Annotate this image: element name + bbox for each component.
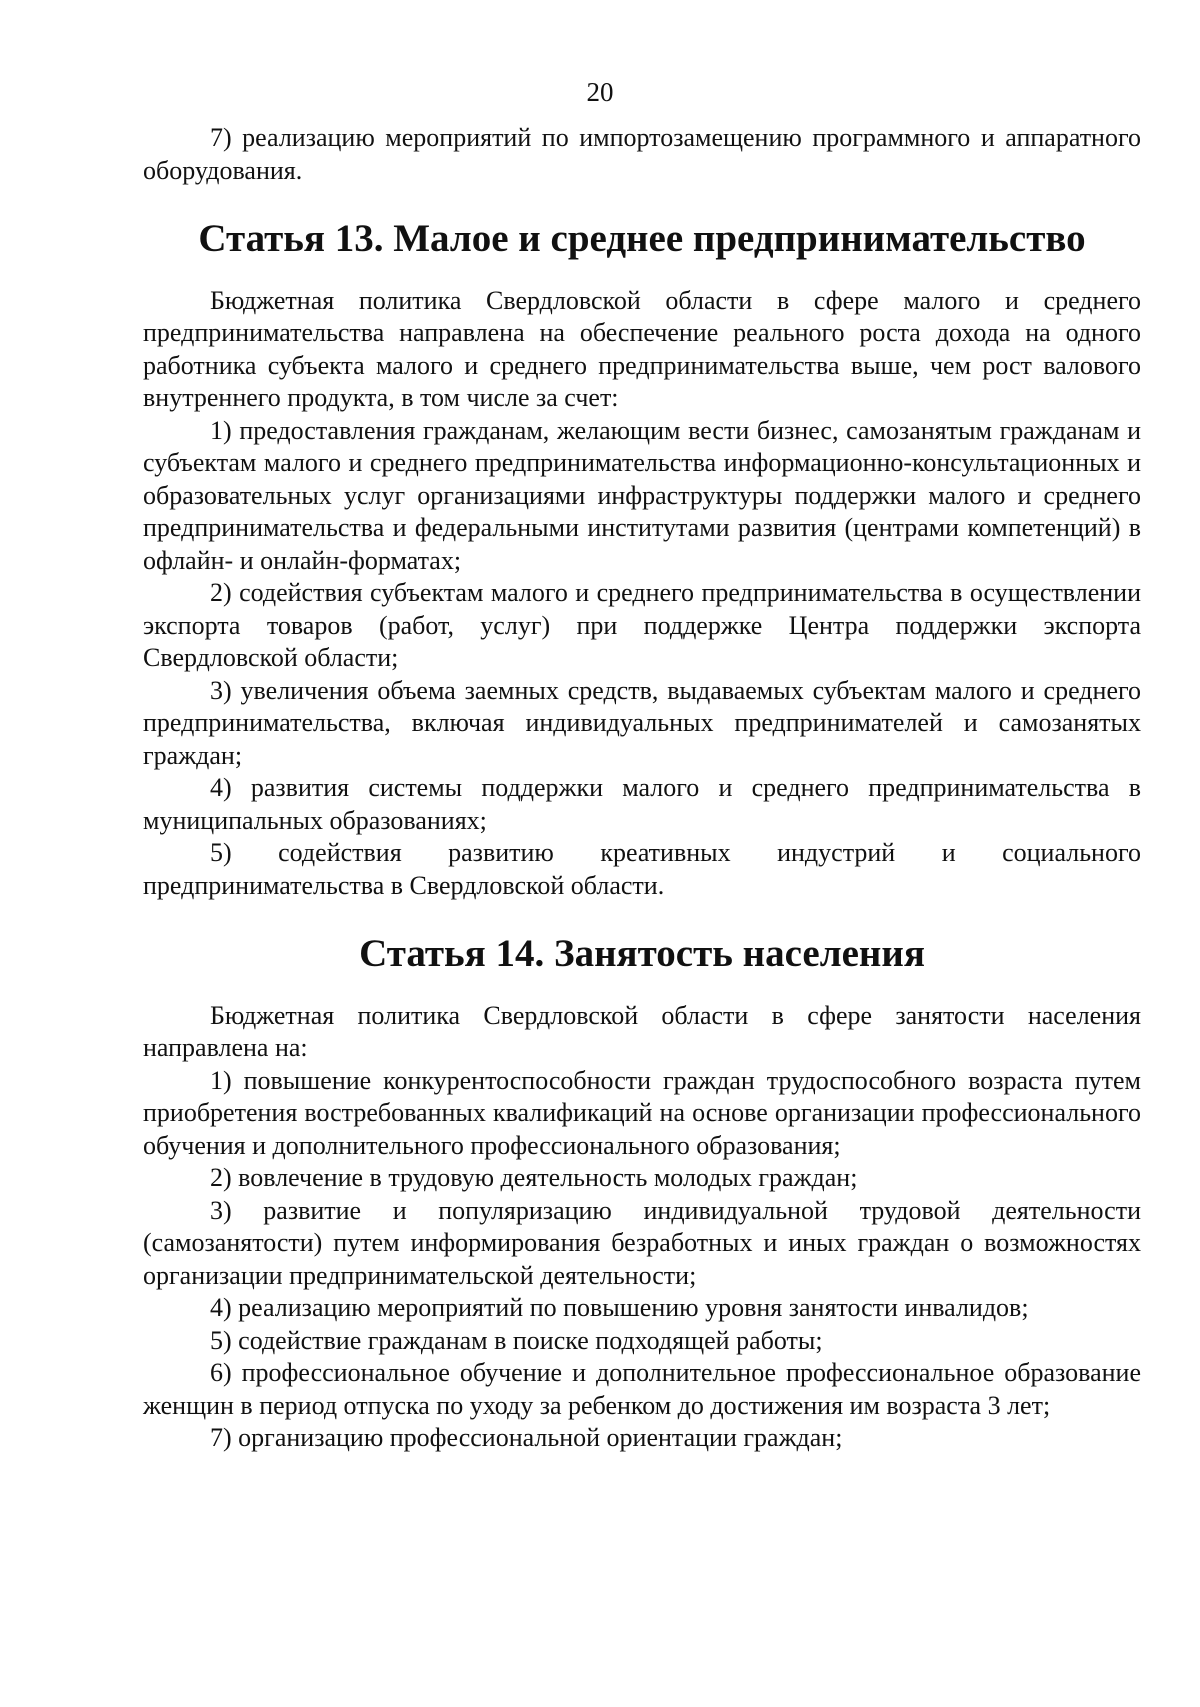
- list-item: 4) реализацию мероприятий по повышению уровня занятости инвалидов;: [210, 1293, 1029, 1322]
- article-14-intro: Бюджетная политика Свердловской области в сфере занятости населения направлена на:: [143, 1000, 1141, 1062]
- article-14-heading: Статья 14. Занятость населения: [359, 932, 925, 975]
- list-item: 1) повышение конкурентоспособности граждан трудоспособного возраста путем приобретения востребованных квалификаций на основе организации профессионального обучения и дополнительного профессионального образования;: [143, 1065, 1141, 1160]
- list-item: 5) содействия развитию креативных индустрий и социального предпринимательства в Свердловской области.: [143, 838, 1141, 900]
- list-item: 7) реализацию мероприятий по импортозамещению программного и аппаратного оборудования.: [143, 123, 1141, 185]
- list-item: 6) профессиональное обучение и дополнительное профессиональное образование женщин в период отпуска по уходу за ребенком до достижения им возраста 3 лет;: [143, 1358, 1141, 1420]
- article-13-heading: Статья 13. Малое и среднее предпринимательство: [198, 217, 1086, 260]
- list-item: 7) организацию профессиональной ориентации граждан;: [210, 1423, 843, 1452]
- article-13-intro: Бюджетная политика Свердловской области в сфере малого и среднего предпринимательства направлена на обеспечение реального роста дохода на одного работника субъекта малого и среднего предпринимательства выше, чем рост валового внутреннего продукта, в том числе за счет:: [143, 285, 1141, 412]
- page-number: 20: [586, 77, 614, 107]
- list-item: 4) развития системы поддержки малого и среднего предпринимательства в муниципальных образованиях;: [143, 773, 1141, 835]
- list-item: 3) развитие и популяризацию индивидуальной трудовой деятельности (самозанятости) путем информирования безработных и иных граждан о возможностях организации предпринимательской деятельности;: [143, 1195, 1141, 1290]
- list-item: 2) содействия субъектам малого и среднего предпринимательства в осуществлении экспорта товаров (работ, услуг) при поддержке Центра поддержки экспорта Свердловской области;: [143, 578, 1141, 672]
- list-item: 5) содействие гражданам в поиске подходящей работы;: [210, 1325, 823, 1355]
- list-item: 3) увеличения объема заемных средств, выдаваемых субъектам малого и среднего предпринимательства, включая индивидуальных предпринимателей и самозанятых граждан;: [143, 675, 1141, 770]
- document-body: [143, 122, 1141, 1455]
- list-item: 1) предоставления гражданам, желающим вести бизнес, самозанятым гражданам и субъектам малого и среднего предпринимательства информационно-консультационных и образовательных услуг организациями инфраструктуры поддержки малого и среднего предпринимательства и федеральными институтами развития (центрами компетенций) в офлайн- и онлайн-форматах;: [143, 415, 1141, 575]
- list-item: 2) вовлечение в трудовую деятельность молодых граждан;: [210, 1163, 858, 1192]
